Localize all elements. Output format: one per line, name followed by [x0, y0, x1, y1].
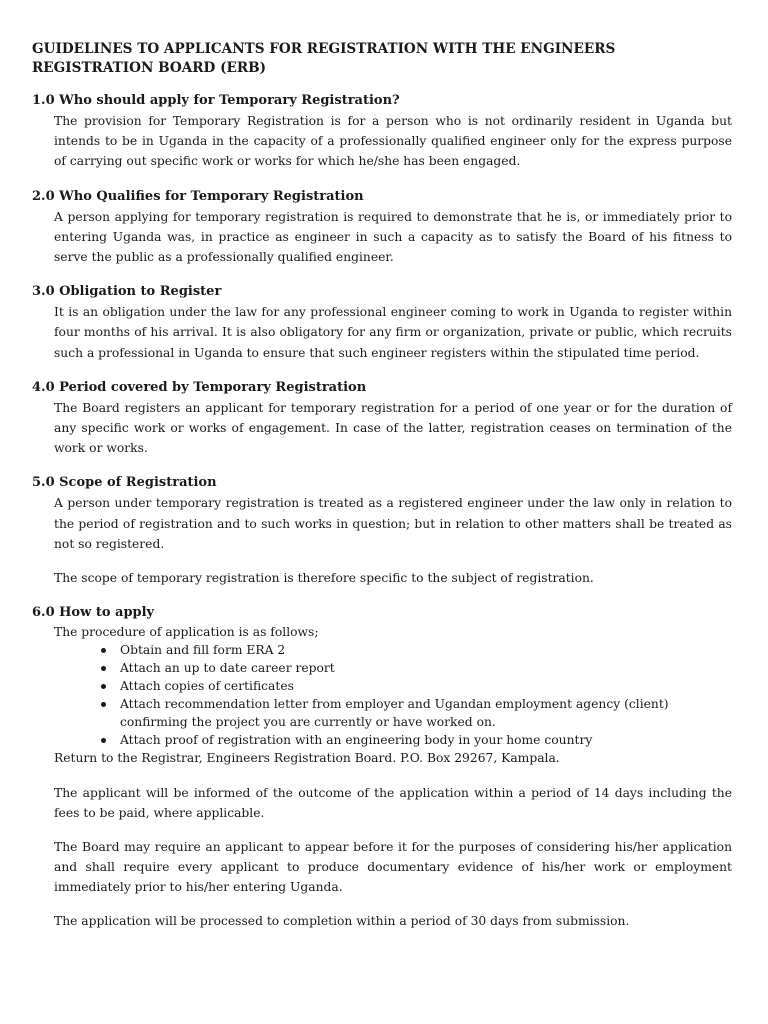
section-heading: 1.0 Who should apply for Temporary Registration? — [32, 93, 400, 108]
section-period — [32, 379, 732, 459]
outcome-paragraph: The applicant will be informed of the outcome of the application within a period of 14 days including the fees to be paid, where applicable. — [54, 786, 732, 821]
section-heading: 6.0 How to apply — [32, 605, 155, 621]
section-heading: 5.0 Scope of Registration — [32, 475, 217, 491]
document-page — [32, 40, 732, 947]
document-title: GUIDELINES TO APPLICANTS FOR REGISTRATION WITH THE ENGINEERS REGISTRATION BOARD (ERB) — [32, 41, 616, 76]
processing-paragraph: The application will be processed to completion within a period of 30 days from submission. — [54, 914, 630, 929]
section-heading: 2.0 Who Qualifies for Temporary Registration — [32, 188, 364, 204]
list-item: Attach copies of certificates — [98, 677, 732, 695]
section-who-should-apply — [32, 92, 732, 172]
section-paragraph: A person applying for temporary registration is required to demonstrate that he is, or immediately prior to entering Uganda was, in practice as engineer in such a capacity as to satisfy the Board of his fitness to serve the public as a professionally qualified engineer. — [54, 209, 732, 265]
section-obligation — [32, 283, 732, 363]
return-address: Return to the Registrar, Engineers Registration Board. P.O. Box 29267, Kampala. — [54, 751, 560, 766]
section-scope — [32, 474, 732, 588]
list-item: Attach recommendation letter from employer and Ugandan employment agency (client) confirming the project you are currently or have worked on. — [98, 695, 732, 731]
section-how-to-apply — [32, 604, 732, 931]
list-item: Attach an up to date career report — [98, 659, 732, 677]
list-item: Attach proof of registration with an engineering body in your home country — [98, 731, 732, 749]
section-paragraph: The provision for Temporary Registration is for a person who is not ordinarily resident in Uganda but intends to be in Uganda in the capacity of a professionally qualified engineer only for the express purpose of carrying out specific work or works for which he/she has been engaged. — [54, 114, 732, 169]
section-paragraph-2: The scope of temporary registration is therefore specific to the subject of registration. — [54, 571, 594, 586]
section-paragraph: It is an obligation under the law for any professional engineer coming to work in Uganda to register within four months of his arrival. It is also obligatory for any firm or organization, private or public, which recruits such a professional in Uganda to ensure that such engineer registers within the stipulated time period. — [54, 305, 732, 360]
procedure-intro: The procedure of application is as follows; — [54, 625, 319, 640]
section-heading: 4.0 Period covered by Temporary Registration — [32, 379, 367, 395]
section-paragraph: The Board registers an applicant for temporary registration for a period of one year or for the duration of any specific work or works of engagement. In case of the latter, registration ceases on termination of the work or works. — [54, 400, 732, 456]
appear-paragraph: The Board may require an applicant to appear before it for the purposes of considering his/her application and shall require every applicant to produce documentary evidence of his/her work or employment immediately prior to his/her entering Uganda. — [54, 840, 732, 895]
list-item: Obtain and fill form ERA 2 — [98, 641, 732, 659]
section-who-qualifies — [32, 188, 732, 268]
procedure-steps — [32, 641, 732, 749]
section-paragraph: A person under temporary registration is treated as a registered engineer under the law only in relation to the period of registration and to such works in question; but in relation to other matters shall be treated as not so registered. — [54, 496, 732, 551]
section-heading: 3.0 Obligation to Register — [32, 284, 222, 300]
